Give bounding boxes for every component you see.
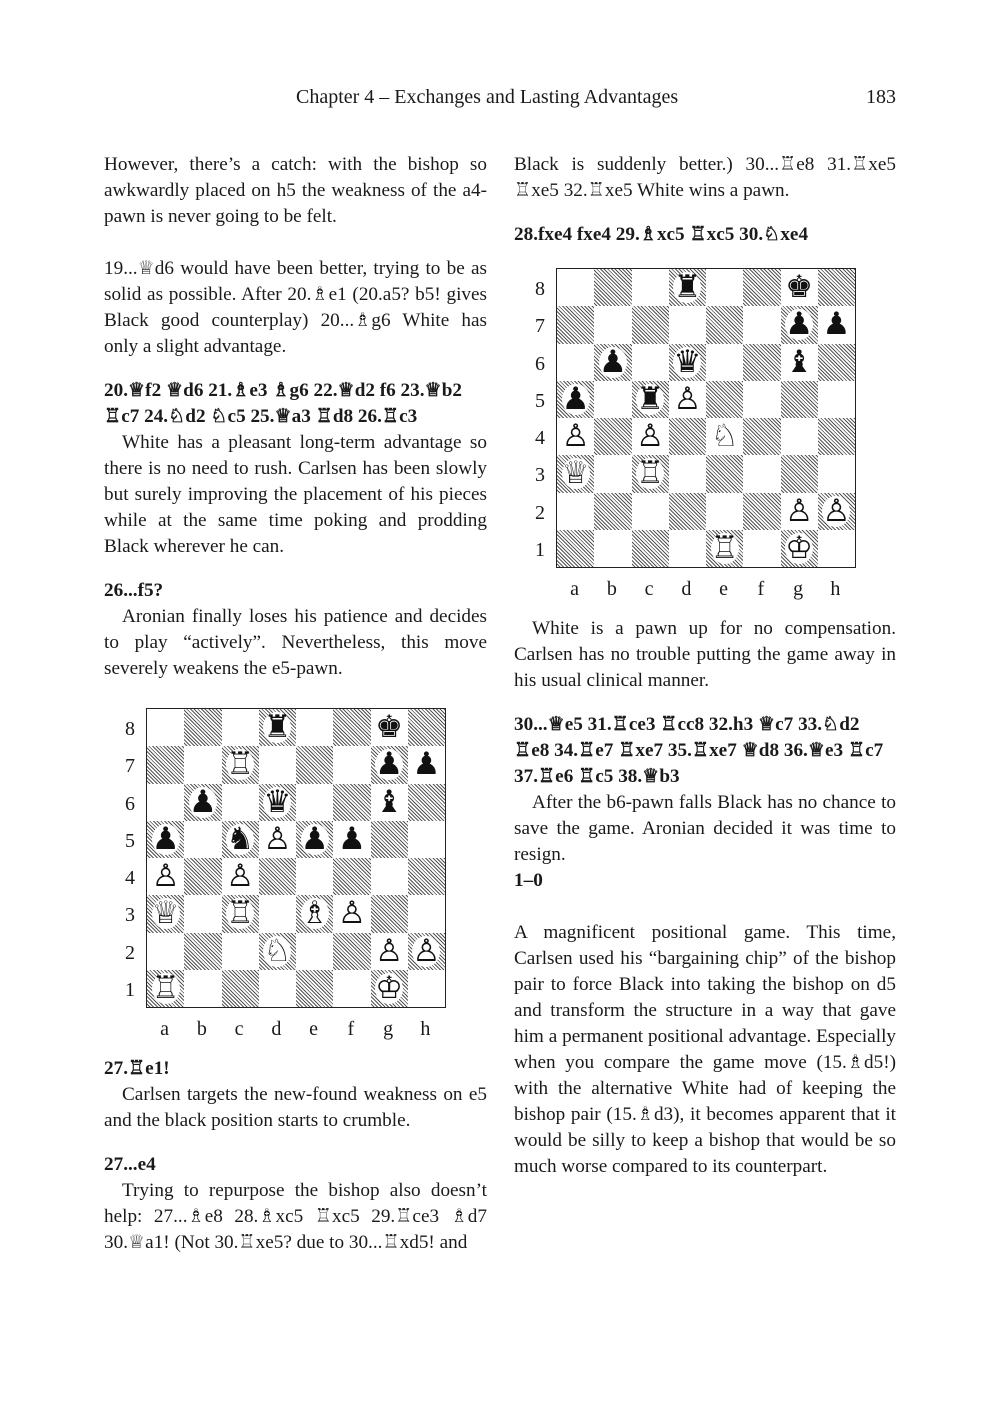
board-square bbox=[222, 709, 259, 746]
page-number: 183 bbox=[866, 86, 896, 108]
chess-piece-g7: ♟ bbox=[785, 306, 814, 343]
rank-label: 8 bbox=[535, 278, 545, 300]
chess-piece-a1: ♖ bbox=[151, 969, 180, 1006]
chess-piece-e4: ♘ bbox=[710, 418, 739, 455]
board-square bbox=[632, 530, 669, 567]
board-square bbox=[333, 933, 370, 970]
board-square bbox=[333, 709, 370, 746]
chess-piece-c5: ♞ bbox=[226, 820, 255, 857]
board-square bbox=[371, 858, 408, 895]
board-square bbox=[259, 858, 296, 895]
board-square bbox=[706, 306, 743, 343]
chess-piece-h2: ♙ bbox=[822, 492, 851, 529]
board-square bbox=[781, 418, 818, 455]
move-line: 30...♕e5 31.♖ce3 ♖cc8 32.h3 ♕c7 33.♘d2 ♖e8 34.♖e7 ♖xe7 35.♖xe7 ♕d8 36.♕e3 ♖c7 37.♖e6 ♖c5 38.♕b3 bbox=[514, 714, 884, 787]
chess-piece-c4: ♙ bbox=[636, 418, 665, 455]
rank-label: 2 bbox=[535, 501, 545, 524]
board-square bbox=[669, 418, 706, 455]
board-square bbox=[147, 933, 184, 970]
board-square bbox=[594, 455, 631, 492]
chess-piece-c4: ♙ bbox=[226, 858, 255, 895]
board-square bbox=[408, 895, 445, 932]
chess-piece-g7: ♟ bbox=[375, 746, 404, 783]
board-square bbox=[818, 530, 855, 567]
board-square bbox=[371, 821, 408, 858]
board-square bbox=[259, 970, 296, 1007]
board-square bbox=[557, 269, 594, 306]
board-square bbox=[743, 493, 780, 530]
board-square bbox=[184, 933, 221, 970]
chess-piece-d5: ♙ bbox=[263, 820, 292, 857]
board-square bbox=[147, 784, 184, 821]
paragraph: 19...♕d6 would have been better, trying to be as solid as possible. After 20.♗e1 (20.a5? b5! gives Black good counterplay) 20...♗g6 White has only a slight advantage. bbox=[104, 258, 487, 357]
move-line: 26...f5? bbox=[104, 580, 164, 601]
file-label: c bbox=[644, 578, 654, 600]
file-label: e bbox=[719, 578, 729, 600]
board-square bbox=[594, 381, 631, 418]
chess-piece-g8: ♚ bbox=[375, 709, 404, 746]
move-line: 27...e4 bbox=[104, 1154, 156, 1175]
board-square bbox=[371, 895, 408, 932]
chess-piece-c5: ♜ bbox=[636, 380, 665, 417]
rank-label: 6 bbox=[125, 792, 135, 815]
board-square bbox=[781, 381, 818, 418]
chess-piece-h2: ♙ bbox=[412, 932, 441, 969]
board-square bbox=[408, 970, 445, 1007]
file-label: d bbox=[681, 578, 692, 600]
chess-diagram-1 bbox=[104, 708, 487, 1056]
paragraph: White has a pleasant long-term advantage so there is no need to rush. Carlsen has been slowly but surely improving the placement of his pieces while at the same time poking and prodding Black wherever he can. bbox=[104, 432, 487, 557]
board-square bbox=[259, 746, 296, 783]
board-square bbox=[743, 381, 780, 418]
rank-label: 5 bbox=[535, 389, 545, 412]
board-square bbox=[222, 784, 259, 821]
file-label: h bbox=[420, 1018, 431, 1040]
board-square bbox=[706, 455, 743, 492]
board-square bbox=[333, 746, 370, 783]
paragraph: White is a pawn up for no compensation. Carlsen has no trouble putting the game away in his usual clinical manner. bbox=[514, 618, 896, 691]
chess-piece-a3: ♕ bbox=[561, 455, 590, 492]
chess-piece-g2: ♙ bbox=[785, 492, 814, 529]
rank-label: 2 bbox=[125, 941, 135, 964]
file-label: d bbox=[271, 1018, 282, 1040]
board-square bbox=[743, 455, 780, 492]
board-square bbox=[669, 306, 706, 343]
file-label: g bbox=[793, 578, 804, 600]
board-square bbox=[147, 709, 184, 746]
file-label: h bbox=[830, 578, 841, 600]
paragraph: A magnificent positional game. This time, Carlsen used his “bargaining chip” of the bishop pair to force Black into taking the bishop on d5 and transform the structure in a way that gave him a permanent positional advantage. Especially when you compare the game move (15.♗d5!) with the alternative White had of keeping the bishop pair (15.♗d3), it becomes apparent that it would be silly to keep a bishop that would be so much worse compared to its counterpart. bbox=[514, 922, 896, 1177]
game-result: 1–0 bbox=[514, 870, 543, 891]
paragraph: However, there’s a catch: with the bishop so awkwardly placed on h5 the weakness of the a4-pawn is never going to be felt. bbox=[104, 154, 487, 227]
board-square bbox=[594, 306, 631, 343]
running-header bbox=[0, 86, 1000, 116]
board-square bbox=[296, 746, 333, 783]
rank-label: 3 bbox=[535, 464, 545, 487]
board-square bbox=[743, 530, 780, 567]
rank-label: 6 bbox=[535, 352, 545, 375]
chess-piece-h7: ♟ bbox=[412, 746, 441, 783]
board-square bbox=[706, 269, 743, 306]
chess-piece-b6: ♟ bbox=[598, 343, 627, 380]
chess-board bbox=[146, 708, 446, 1008]
chess-piece-h7: ♟ bbox=[822, 306, 851, 343]
paragraph: Black is suddenly better.) 30...♖e8 31.♖xe5 ♖xe5 32.♖xe5 White wins a pawn. bbox=[514, 154, 896, 201]
board-square bbox=[333, 858, 370, 895]
board-square bbox=[594, 269, 631, 306]
chapter-title: Chapter 4 – Exchanges and Lasting Advantages bbox=[296, 86, 679, 108]
chess-piece-d6: ♛ bbox=[673, 343, 702, 380]
rank-label: 3 bbox=[125, 904, 135, 927]
board-square bbox=[818, 269, 855, 306]
file-label: a bbox=[160, 1018, 170, 1040]
paragraph: Carlsen targets the new-found weakness on e5 and the black position starts to crumble. bbox=[104, 1084, 487, 1131]
chess-piece-d6: ♛ bbox=[263, 783, 292, 820]
chess-piece-f3: ♙ bbox=[337, 895, 366, 932]
chess-piece-c7: ♖ bbox=[226, 746, 255, 783]
file-label: a bbox=[570, 578, 580, 600]
paragraph: Aronian finally loses his patience and decides to play “actively”. Nevertheless, this move severely weakens the e5-pawn. bbox=[104, 606, 487, 679]
rank-label: 4 bbox=[125, 867, 135, 889]
board-square bbox=[632, 493, 669, 530]
file-label: f bbox=[347, 1018, 355, 1040]
board-square bbox=[296, 933, 333, 970]
board-square bbox=[184, 821, 221, 858]
board-square bbox=[632, 306, 669, 343]
chess-piece-e1: ♖ bbox=[710, 529, 739, 566]
chess-piece-d5: ♙ bbox=[673, 380, 702, 417]
chess-piece-g2: ♙ bbox=[375, 932, 404, 969]
chess-piece-g1: ♔ bbox=[375, 969, 404, 1006]
rank-label: 1 bbox=[125, 978, 135, 1001]
move-line: 28.fxe4 fxe4 29.♗xc5 ♖xc5 30.♘xe4 bbox=[514, 224, 809, 245]
board-square bbox=[408, 709, 445, 746]
board-square bbox=[259, 895, 296, 932]
chess-piece-e3: ♗ bbox=[300, 895, 329, 932]
chess-piece-g6: ♝ bbox=[785, 343, 814, 380]
board-square bbox=[408, 858, 445, 895]
board-square bbox=[184, 746, 221, 783]
paragraph: After the b6-pawn falls Black has no chance to save the game. Aronian decided it was time to resign. bbox=[514, 792, 896, 865]
board-square bbox=[706, 381, 743, 418]
left-column bbox=[104, 152, 487, 1256]
rank-label: 1 bbox=[535, 538, 545, 561]
board-square bbox=[743, 306, 780, 343]
chess-piece-a5: ♟ bbox=[561, 380, 590, 417]
chess-piece-c3: ♖ bbox=[636, 455, 665, 492]
chess-piece-d2: ♘ bbox=[263, 932, 292, 969]
board-square bbox=[557, 344, 594, 381]
file-label: b bbox=[606, 578, 617, 600]
board-square bbox=[743, 418, 780, 455]
chess-piece-a3: ♕ bbox=[151, 895, 180, 932]
board-square bbox=[408, 784, 445, 821]
board-square bbox=[408, 821, 445, 858]
board-square bbox=[557, 306, 594, 343]
board-square bbox=[147, 746, 184, 783]
chess-piece-e5: ♟ bbox=[300, 820, 329, 857]
rank-label: 4 bbox=[535, 427, 545, 449]
chess-piece-a5: ♟ bbox=[151, 820, 180, 857]
board-square bbox=[557, 530, 594, 567]
board-square bbox=[632, 344, 669, 381]
board-square bbox=[296, 970, 333, 1007]
move-line: 27.♖e1! bbox=[104, 1058, 170, 1079]
board-square bbox=[333, 784, 370, 821]
chess-piece-b6: ♟ bbox=[188, 783, 217, 820]
board-square bbox=[781, 455, 818, 492]
board-square bbox=[632, 269, 669, 306]
file-label: b bbox=[196, 1018, 207, 1040]
board-square bbox=[296, 709, 333, 746]
rank-label: 8 bbox=[125, 718, 135, 740]
move-line: 20.♕f2 ♕d6 21.♗e3 ♗g6 22.♕d2 f6 23.♕b2 ♖c7 24.♘d2 ♘c5 25.♕a3 ♖d8 26.♖c3 bbox=[104, 380, 462, 427]
board-square bbox=[743, 269, 780, 306]
chess-piece-g1: ♔ bbox=[785, 529, 814, 566]
chess-piece-g8: ♚ bbox=[785, 269, 814, 306]
file-label: e bbox=[309, 1018, 319, 1040]
board-square bbox=[818, 344, 855, 381]
chess-piece-a4: ♙ bbox=[151, 858, 180, 895]
board-square bbox=[184, 970, 221, 1007]
board-square bbox=[594, 418, 631, 455]
chess-piece-d8: ♜ bbox=[673, 269, 702, 306]
rank-label: 5 bbox=[125, 829, 135, 852]
board-square bbox=[557, 493, 594, 530]
chess-piece-d8: ♜ bbox=[263, 709, 292, 746]
file-label: f bbox=[757, 578, 765, 600]
file-label: c bbox=[234, 1018, 244, 1040]
board-square bbox=[706, 493, 743, 530]
right-column bbox=[514, 152, 896, 1180]
board-square bbox=[594, 493, 631, 530]
board-square bbox=[669, 493, 706, 530]
board-square bbox=[669, 530, 706, 567]
board-square bbox=[222, 933, 259, 970]
board-square bbox=[743, 344, 780, 381]
chess-board bbox=[556, 268, 856, 568]
board-square bbox=[184, 709, 221, 746]
rank-label: 7 bbox=[535, 315, 545, 338]
chess-piece-a4: ♙ bbox=[561, 418, 590, 455]
board-square bbox=[184, 895, 221, 932]
board-square bbox=[333, 970, 370, 1007]
board-square bbox=[296, 858, 333, 895]
chess-piece-c3: ♖ bbox=[226, 895, 255, 932]
rank-label: 7 bbox=[125, 755, 135, 778]
board-square bbox=[594, 530, 631, 567]
chess-piece-g6: ♝ bbox=[375, 783, 404, 820]
board-square bbox=[818, 381, 855, 418]
paragraph: Trying to repurpose the bishop also doesn’t help: 27...♗e8 28.♗xc5 ♖xc5 29.♖ce3 ♗d7 30.♕a1! (Not 30.♖xe5? due to 30...♖xd5! and bbox=[104, 1180, 487, 1253]
board-square bbox=[184, 858, 221, 895]
chess-piece-f5: ♟ bbox=[337, 820, 366, 857]
board-square bbox=[296, 784, 333, 821]
board-square bbox=[222, 970, 259, 1007]
board-square bbox=[818, 455, 855, 492]
chess-diagram-2 bbox=[514, 268, 896, 616]
board-square bbox=[669, 455, 706, 492]
board-square bbox=[706, 344, 743, 381]
board-square bbox=[818, 418, 855, 455]
file-label: g bbox=[383, 1018, 394, 1040]
